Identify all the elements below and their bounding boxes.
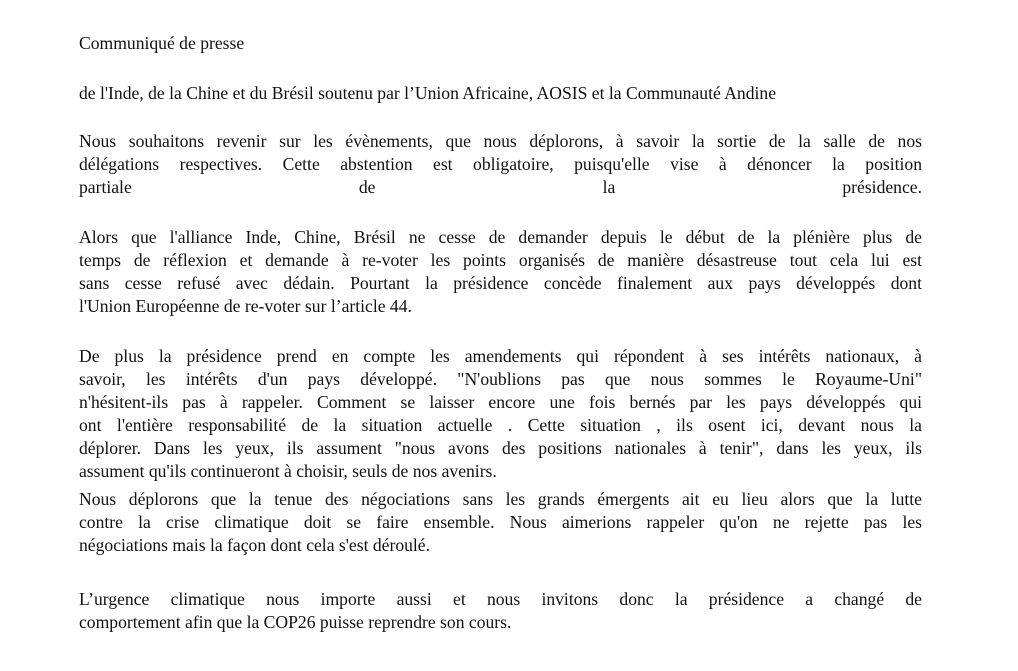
document-title: Communiqué de presse xyxy=(79,33,245,53)
text-line: partiale de la présidence. xyxy=(79,177,922,197)
text-line: contre la crise climatique doit se faire ensemble. Nous aimerions rappeler qu'on ne rejette pas les xyxy=(79,512,922,532)
document-subtitle: de l'Inde, de la Chine et du Brésil soutenu par l’Union Africaine, AOSIS et la Communauté Andine xyxy=(79,83,777,103)
text-line: L’urgence climatique nous importe aussi et nous invitons donc la présidence a changé de xyxy=(79,589,922,609)
text-line: Nous souhaitons revenir sur les évènements, que nous déplorons, à savoir la sortie de la salle de nos xyxy=(79,131,922,151)
text-line: comportement afin que la COP26 puisse reprendre son cours. xyxy=(79,612,512,632)
text-line: déplorer. Dans les yeux, ils assument "nous avons des positions nationales à tenir", dans les yeux, ils xyxy=(79,438,922,458)
text-line: Alors que l'alliance Inde, Chine, Brésil ne cesse de demander depuis le début de la plénière plus de xyxy=(79,227,922,247)
text-line: De plus la présidence prend en compte les amendements qui répondent à ses intérêts nationaux, à xyxy=(79,346,922,366)
text-line: n'hésitent-ils pas à rappeler. Comment se laisser encore une fois bernés par les pays développés qui xyxy=(79,392,922,412)
text-line: assument qu'ils continueront à choisir, seuls de nos avenirs. xyxy=(79,461,497,481)
text-line: sans cesse refusé avec dédain. Pourtant la présidence concède finalement aux pays développés dont xyxy=(79,273,922,293)
text-line: négociations mais la façon dont cela s'est déroulé. xyxy=(79,535,431,555)
text-line: temps de réflexion et demande à re-voter les points organisés de manière désastreuse tout cela lui est xyxy=(79,250,922,270)
text-line: savoir, les intérêts d'un pays développé. "N'oublions pas que nous sommes le Royaume-Uni" xyxy=(79,369,922,389)
text-line: l'Union Européenne de re-voter sur l’article 44. xyxy=(79,296,412,316)
text-line: ont l'entière responsabilité de la situation actuelle . Cette situation , ils osent ici, devant nous la xyxy=(79,415,922,435)
text-line: Nous déplorons que la tenue des négociations sans les grands émergents ait eu lieu alors que la lutte xyxy=(79,489,922,509)
text-line: délégations respectives. Cette abstention est obligatoire, puisqu'elle vise à dénoncer la position xyxy=(79,154,922,174)
